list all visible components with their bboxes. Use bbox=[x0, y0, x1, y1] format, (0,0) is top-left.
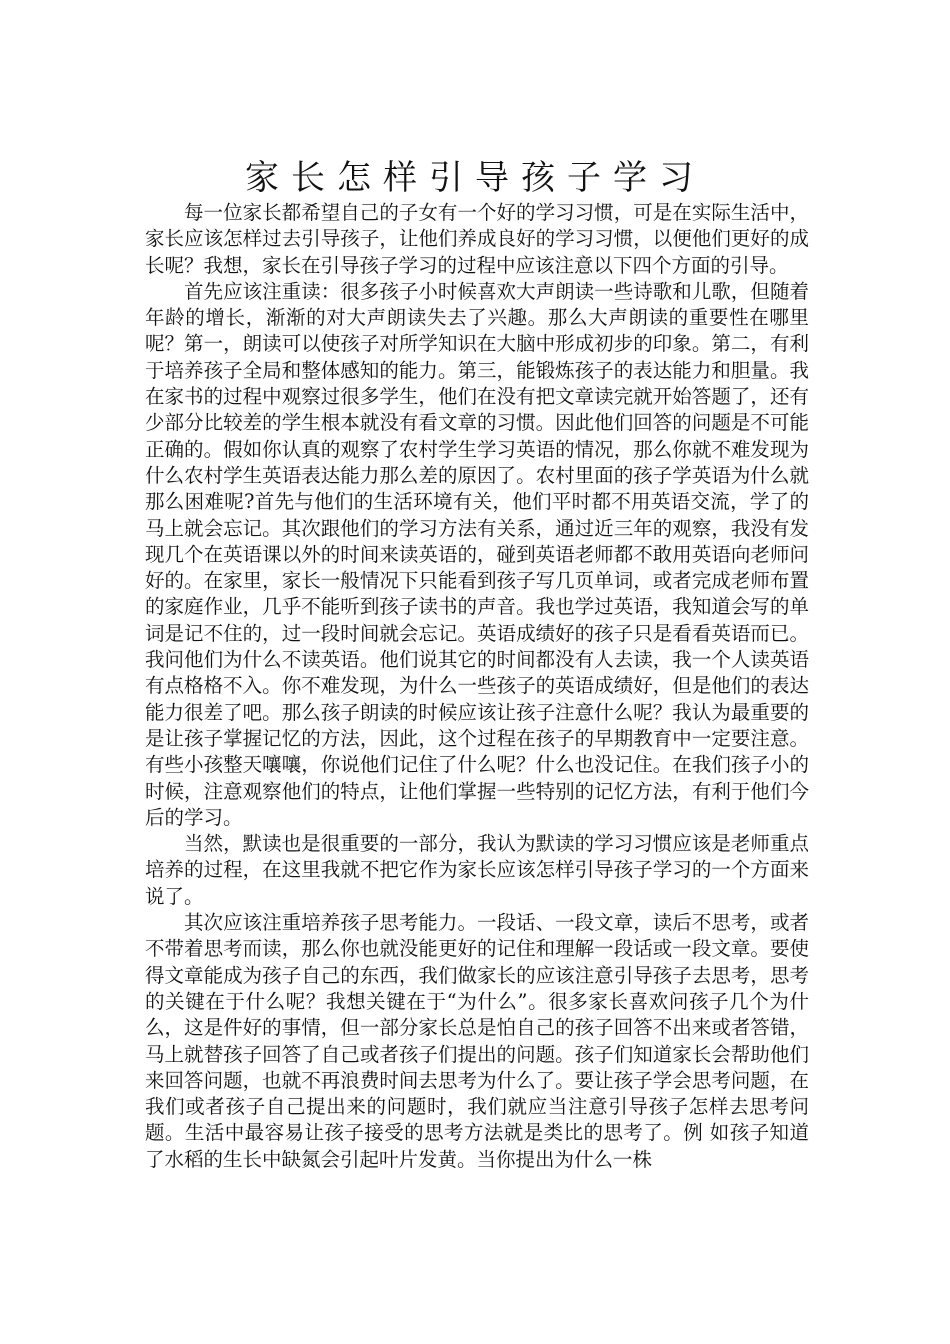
paragraph-silent-reading: 当然，默读也是很重要的一部分，我认为默读的学习习惯应该是老师重点培养的过程，在这里我就不把它作为家长应该怎样引导孩子学习的一个方面来说了。 bbox=[145, 832, 809, 908]
paragraph-thinking: 其次应该注重培养孩子思考能力。一段话、一段文章，读后不思考，或者不带着思考而读，那么你也就没能更好的记住和理解一段话或一段文章。要使得文章能成为孩子自己的东西，我们做家长的应该注意引导孩子去思考，思考的关键在于什么呢？我想关键在于“为什么”。很多家长喜欢问孩子几个为什么，这是件好的事情，但一部分家长总是怕自己的孩子回答不出来或者答错，马上就替孩子回答了自己或者孩子们提出的问题。孩子们知道家长会帮助他们来回答问题，也就不再浪费时间去思考为什么了。要让孩子学会思考问题，在我们或者孩子自己提出来的问题时，我们就应当注意引导孩子怎样去思考问题。生活中最容易让孩子接受的思考方法就是类比的思考了。例 如孩子知道了水稻的生长中缺氮会引起叶片发黄。当你提出为什么一株 bbox=[145, 911, 809, 1171]
document-body bbox=[145, 200, 809, 1173]
document-title: 家长怎样引导孩子学习 bbox=[245, 158, 705, 198]
paragraph-reading: 首先应该注重读：很多孩子小时候喜欢大声朗读一些诗歌和儿歌，但随着年龄的增长，渐渐的对大声朗读失去了兴趣。那么大声朗读的重要性在哪里呢？第一，朗读可以使孩子对所学知识在大脑中形成初步的印象。第二，有利于培养孩子全局和整体感知的能力。第三，能锻炼孩子的表达能力和胆量。我在家书的过程中观察过很多学生，他们在没有把文章读完就开始答题了，还有少部分比较差的学生根本就没有看文章的习惯。因此他们回答的问题是不可能正确的。假如你认真的观察了农村学生学习英语的情况，那么你就不难发现为什么农村学生英语表达能力那么差的原因了。农村里面的孩子学英语为什么就那么困难呢?首先与他们的生活环境有关，他们平时都不用英语交流，学了的马上就会忘记。其次跟他们的学习方法有关系，通过近三年的观察，我没有发现几个在英语课以外的时间来读英语的，碰到英语老师都不敢用英语向老师问好的。在家里，家长一般情况下只能看到孩子写几页单词，或者完成老师布置的家庭作业，几乎不能听到孩子读书的声音。我也学过英语，我知道会写的单词是记不住的，过一段时间就会忘记。英语成绩好的孩子只是看看英语而已。我问他们为什么不读英语。他们说其它的时间都没有人去读，我一个人读英语有点格格不入。你不难发现，为什么一些孩子的英语成绩好，但是他们的表达能力很差了吧。那么孩子朗读的时候应该让孩子注意什么呢？我认为最重要的是让孩子掌握记忆的方法，因此，这个过程在孩子的早期教育中一定要注意。有些小孩整天嚷嚷，你说他们记住了什么呢？什么也没记住。在我们孩子小的时候，注意观察他们的特点，让他们掌握一些特别的记忆方法，有利于他们今后的学习。 bbox=[145, 279, 809, 829]
paragraph-intro: 每一位家长都希望自己的子女有一个好的学习习惯，可是在实际生活中，家长应该怎样过去引导孩子，让他们养成良好的学习习惯，以便他们更好的成长呢？我想，家长在引导孩子学习的过程中应该注意以下四个方面的引导。 bbox=[145, 201, 809, 277]
